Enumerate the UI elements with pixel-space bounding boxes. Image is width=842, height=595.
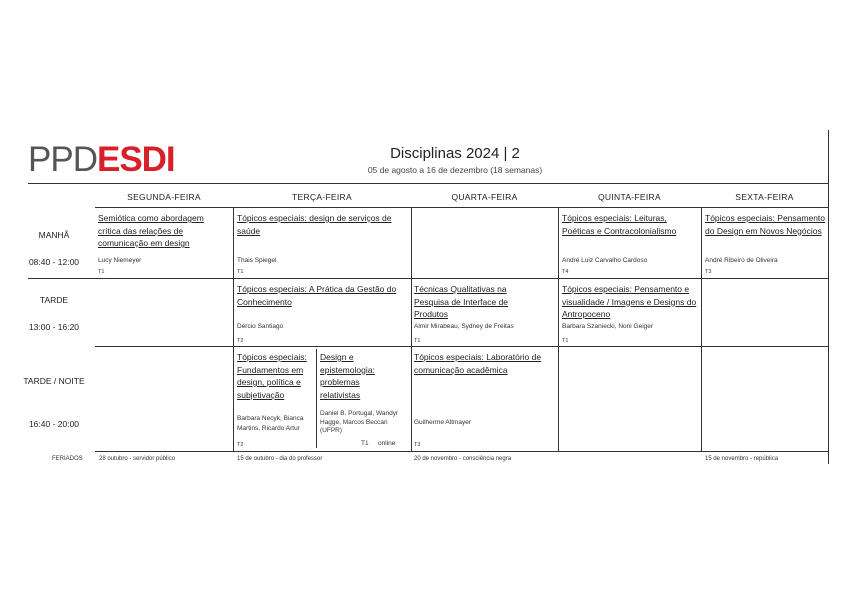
course-professor: André Ribeiro de Oliveira — [705, 257, 778, 264]
course-code: T1 — [98, 269, 105, 275]
page-title: Disciplinas 2024 | 2 — [390, 145, 520, 162]
course-code: T2 — [237, 338, 244, 344]
course-professor: Barbara Necyk, Bianca Martins, Ricardo Artur — [237, 415, 304, 432]
course-professor: Barbara Szaniecki, Noni Geiger — [562, 323, 654, 330]
course-title: Tópicos especiais: design de serviços de saúde — [237, 213, 392, 236]
course-professor: Thais Spiegel — [237, 257, 277, 264]
course-code: T1 — [237, 269, 244, 275]
course-code: T1 — [562, 338, 569, 344]
course-code: T1 — [414, 338, 421, 344]
holiday-item: 28 outubro - servidor público — [99, 456, 176, 462]
course-professor: André Luiz Carvalho Cardoso — [562, 257, 648, 264]
col-divider-4 — [701, 207, 702, 451]
course-code: T3 — [705, 269, 712, 275]
ppdesdi-logo — [28, 140, 175, 180]
course-title: Tópicos especiais: Pensamento do Design em Novos Negócios — [705, 213, 826, 236]
day-header-quarta: QUARTA-FEIRA — [451, 192, 518, 202]
day-header-sexta: SEXTA-FEIRA — [735, 192, 794, 202]
course-code: T4 — [562, 269, 569, 275]
period-label-tarde-noite: TARDE / NOITE — [23, 376, 85, 386]
course-professor: Dércio Santiago — [237, 323, 284, 330]
day-header-segunda: SEGUNDA-FEIRA — [127, 192, 201, 202]
online-note: online — [378, 440, 396, 447]
holiday-item: 20 de novembro - consciência negra — [414, 456, 512, 462]
course-title: Tópicos especiais: Fundamentos em design, política e subjetivação — [237, 352, 307, 400]
course-code: T3 — [414, 442, 421, 448]
course-professor: Lucy Niemeyer — [98, 257, 142, 264]
course-title: Tópicos especiais: A Prática da Gestão do Conhecimento — [237, 284, 397, 307]
period-time-tarde-noite: 16:40 - 20:00 — [28, 419, 80, 429]
course-professor: Guilherme Altmayer — [414, 419, 472, 426]
course-code: T1 — [361, 440, 369, 447]
period-time-manha: 08:40 - 12:00 — [28, 257, 80, 267]
col-divider-3 — [558, 207, 559, 451]
course-title: Tópicos especiais: Pensamento e visualidade / Imagens e Designs do Antropoceno — [562, 284, 697, 319]
course-title: Técnicas Qualitativas na Pesquisa de Interface de Produtos — [414, 284, 509, 319]
course-code: T2 — [237, 442, 244, 448]
holiday-item: 15 de outubro - dia do professor — [237, 456, 323, 462]
period-time-tarde: 13:00 - 16:20 — [28, 322, 80, 332]
col-divider-1 — [233, 207, 234, 451]
row-divider-3 — [95, 451, 828, 452]
course-title: Tópicos especiais: Laboratório de comunicação acadêmica — [414, 352, 542, 375]
header-top-line — [28, 183, 828, 184]
logo-part-ppd: PPD — [28, 140, 97, 179]
period-label-manha: MANHÃ — [38, 230, 70, 240]
day-header-quinta: QUINTA-FEIRA — [598, 192, 661, 202]
logo-part-esdi: ESDI — [96, 140, 175, 179]
course-title: Tópicos especiais: Leituras, Poéticas e Contracolonialismo — [562, 213, 677, 236]
course-title: Design e epistemologia: problemas relativistas — [320, 352, 375, 400]
course-professor: Almir Mirabeau, Sydney de Freitas — [414, 323, 514, 330]
day-header-terca: TERÇA-FEIRA — [292, 192, 352, 202]
period-label-tarde: TARDE — [39, 295, 69, 305]
page-subtitle: 05 de agosto a 16 de dezembro (18 semanas) — [367, 165, 543, 175]
holidays-label: FERIADOS — [52, 456, 83, 462]
course-professor: Daniel B. Portugal, Wandyr Hagge, Marcos Beccari (UFPR) — [320, 410, 399, 434]
right-border — [828, 130, 829, 464]
row-divider-2 — [95, 346, 828, 347]
col-divider-2 — [411, 207, 412, 451]
row-divider-1 — [28, 278, 828, 279]
header-bottom-line — [95, 207, 828, 208]
course-title: Semiótica como abordagem crítica das relações de comunicação em design — [98, 213, 204, 248]
holiday-item: 15 de novembro - república — [705, 456, 779, 462]
